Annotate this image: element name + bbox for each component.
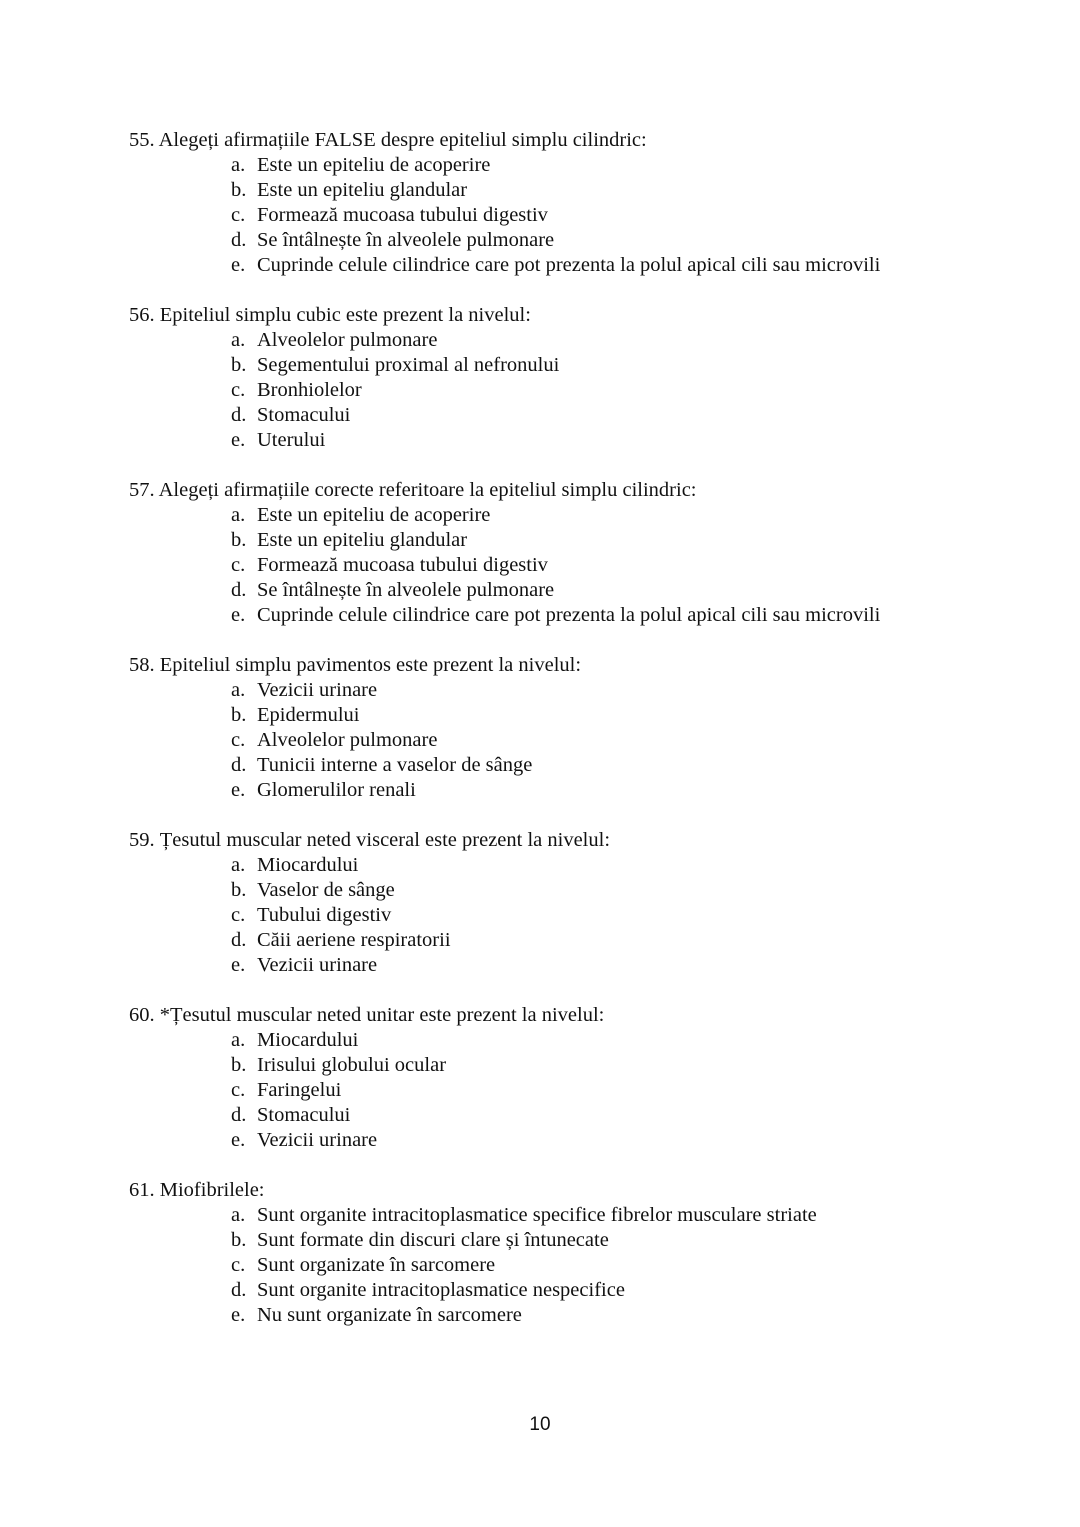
answer-option xyxy=(129,778,1029,803)
question-list xyxy=(129,128,1029,1353)
option-text: Tunicii interne a vaselor de sânge xyxy=(257,754,533,776)
answer-option xyxy=(129,578,1029,603)
option-letter: d. xyxy=(231,929,247,951)
option-text: Formează mucoasa tubului digestiv xyxy=(257,554,548,576)
question-block xyxy=(129,653,1029,803)
answer-option xyxy=(129,1253,1029,1278)
answer-option xyxy=(129,428,1029,453)
option-letter: a. xyxy=(231,1204,246,1226)
answer-option xyxy=(129,253,1029,278)
option-text: Este un epiteliu de acoperire xyxy=(257,504,491,526)
option-text: Uterului xyxy=(257,429,326,451)
option-letter: a. xyxy=(231,679,246,701)
option-letter: d. xyxy=(231,579,247,601)
option-letter: c. xyxy=(231,729,246,751)
option-letter: e. xyxy=(231,254,246,276)
option-letter: c. xyxy=(231,554,246,576)
option-letter: d. xyxy=(231,229,247,251)
option-text: Este un epiteliu glandular xyxy=(257,529,468,551)
option-text: Vezicii urinare xyxy=(257,954,378,976)
answer-option xyxy=(129,178,1029,203)
question-text: 61. Miofibrilele: xyxy=(129,1179,265,1201)
option-text: Alveolelor pulmonare xyxy=(257,729,438,751)
answer-options xyxy=(129,678,1029,803)
option-letter: b. xyxy=(231,704,247,726)
answer-option xyxy=(129,928,1029,953)
option-text: Este un epiteliu glandular xyxy=(257,179,468,201)
option-letter: b. xyxy=(231,529,247,551)
answer-option xyxy=(129,603,1029,628)
option-text: Tubului digestiv xyxy=(257,904,392,926)
option-letter: b. xyxy=(231,1229,247,1251)
option-text: Vaselor de sânge xyxy=(257,879,395,901)
question-text: 55. Alegeți afirmațiile FALSE despre epiteliul simplu cilindric: xyxy=(129,129,647,151)
option-text: Stomacului xyxy=(257,404,351,426)
option-text: Faringelui xyxy=(257,1079,342,1101)
option-letter: e. xyxy=(231,1304,246,1326)
answer-option xyxy=(129,528,1029,553)
option-text: Cuprinde celule cilindrice care pot prezenta la polul apical cili sau microvili xyxy=(257,604,881,626)
option-text: Alveolelor pulmonare xyxy=(257,329,438,351)
option-text: Căii aeriene respiratorii xyxy=(257,929,451,951)
answer-option xyxy=(129,1203,1029,1228)
answer-option xyxy=(129,228,1029,253)
option-letter: e. xyxy=(231,1129,246,1151)
option-letter: e. xyxy=(231,779,246,801)
option-text: Nu sunt organizate în sarcomere xyxy=(257,1304,522,1326)
option-text: Vezicii urinare xyxy=(257,679,378,701)
option-letter: a. xyxy=(231,1029,246,1051)
option-text: Este un epiteliu de acoperire xyxy=(257,154,491,176)
answer-option xyxy=(129,753,1029,778)
answer-option xyxy=(129,1028,1029,1053)
answer-option xyxy=(129,153,1029,178)
option-text: Sunt organizate în sarcomere xyxy=(257,1254,496,1276)
answer-option xyxy=(129,703,1029,728)
option-letter: d. xyxy=(231,754,247,776)
option-text: Sunt organite intracitoplasmatice specifice fibrelor musculare striate xyxy=(257,1204,817,1226)
question-text: 59. Țesutul muscular neted visceral este prezent la nivelul: xyxy=(129,829,611,851)
option-text: Sunt organite intracitoplasmatice nespecifice xyxy=(257,1279,625,1301)
option-letter: e. xyxy=(231,954,246,976)
option-text: Formează mucoasa tubului digestiv xyxy=(257,204,548,226)
option-text: Vezicii urinare xyxy=(257,1129,378,1151)
option-text: Epidermului xyxy=(257,704,360,726)
answer-option xyxy=(129,378,1029,403)
answer-option xyxy=(129,553,1029,578)
answer-options xyxy=(129,503,1029,628)
option-letter: d. xyxy=(231,1104,247,1126)
option-text: Sunt formate din discuri clare și întunecate xyxy=(257,1229,609,1251)
question-block xyxy=(129,478,1029,628)
question-text: 56. Epiteliul simplu cubic este prezent la nivelul: xyxy=(129,304,531,326)
answer-option xyxy=(129,728,1029,753)
page-number: 10 xyxy=(529,1414,551,1435)
option-text: Glomerulilor renali xyxy=(257,779,416,801)
answer-option xyxy=(129,503,1029,528)
option-letter: b. xyxy=(231,879,247,901)
option-letter: e. xyxy=(231,429,246,451)
answer-options xyxy=(129,853,1029,978)
answer-option xyxy=(129,903,1029,928)
option-text: Miocardului xyxy=(257,1029,359,1051)
question-block xyxy=(129,1003,1029,1153)
answer-option xyxy=(129,1103,1029,1128)
answer-options xyxy=(129,328,1029,453)
option-letter: a. xyxy=(231,854,246,876)
option-letter: c. xyxy=(231,204,246,226)
option-letter: a. xyxy=(231,504,246,526)
option-text: Cuprinde celule cilindrice care pot prezenta la polul apical cili sau microvili xyxy=(257,254,881,276)
option-letter: c. xyxy=(231,1079,246,1101)
option-letter: b. xyxy=(231,1054,247,1076)
option-letter: c. xyxy=(231,904,246,926)
answer-option xyxy=(129,853,1029,878)
answer-option xyxy=(129,1303,1029,1328)
option-letter: d. xyxy=(231,404,247,426)
answer-option xyxy=(129,1228,1029,1253)
question-text: 60. *Țesutul muscular neted unitar este prezent la nivelul: xyxy=(129,1004,605,1026)
option-text: Se întâlnește în alveolele pulmonare xyxy=(257,229,555,251)
option-letter: a. xyxy=(231,154,246,176)
answer-options xyxy=(129,1203,1029,1328)
option-text: Irisului globului ocular xyxy=(257,1054,447,1076)
answer-option xyxy=(129,353,1029,378)
option-letter: d. xyxy=(231,1279,247,1301)
question-block xyxy=(129,128,1029,278)
option-text: Bronhiolelor xyxy=(257,379,362,401)
answer-option xyxy=(129,878,1029,903)
answer-option xyxy=(129,1078,1029,1103)
option-letter: b. xyxy=(231,354,247,376)
question-block xyxy=(129,303,1029,453)
answer-options xyxy=(129,1028,1029,1153)
option-text: Segementului proximal al nefronului xyxy=(257,354,560,376)
answer-option xyxy=(129,1278,1029,1303)
question-block xyxy=(129,828,1029,978)
answer-option xyxy=(129,328,1029,353)
option-text: Stomacului xyxy=(257,1104,351,1126)
answer-option xyxy=(129,678,1029,703)
option-letter: c. xyxy=(231,379,246,401)
answer-option xyxy=(129,953,1029,978)
answer-options xyxy=(129,153,1029,278)
answer-option xyxy=(129,1128,1029,1153)
answer-option xyxy=(129,403,1029,428)
question-text: 57. Alegeți afirmațiile corecte referitoare la epiteliul simplu cilindric: xyxy=(129,479,697,501)
option-text: Se întâlnește în alveolele pulmonare xyxy=(257,579,555,601)
question-block xyxy=(129,1178,1029,1328)
option-letter: c. xyxy=(231,1254,246,1276)
question-text: 58. Epiteliul simplu pavimentos este prezent la nivelul: xyxy=(129,654,582,676)
option-text: Miocardului xyxy=(257,854,359,876)
answer-option xyxy=(129,1053,1029,1078)
option-letter: a. xyxy=(231,329,246,351)
option-letter: e. xyxy=(231,604,246,626)
answer-option xyxy=(129,203,1029,228)
option-letter: b. xyxy=(231,179,247,201)
